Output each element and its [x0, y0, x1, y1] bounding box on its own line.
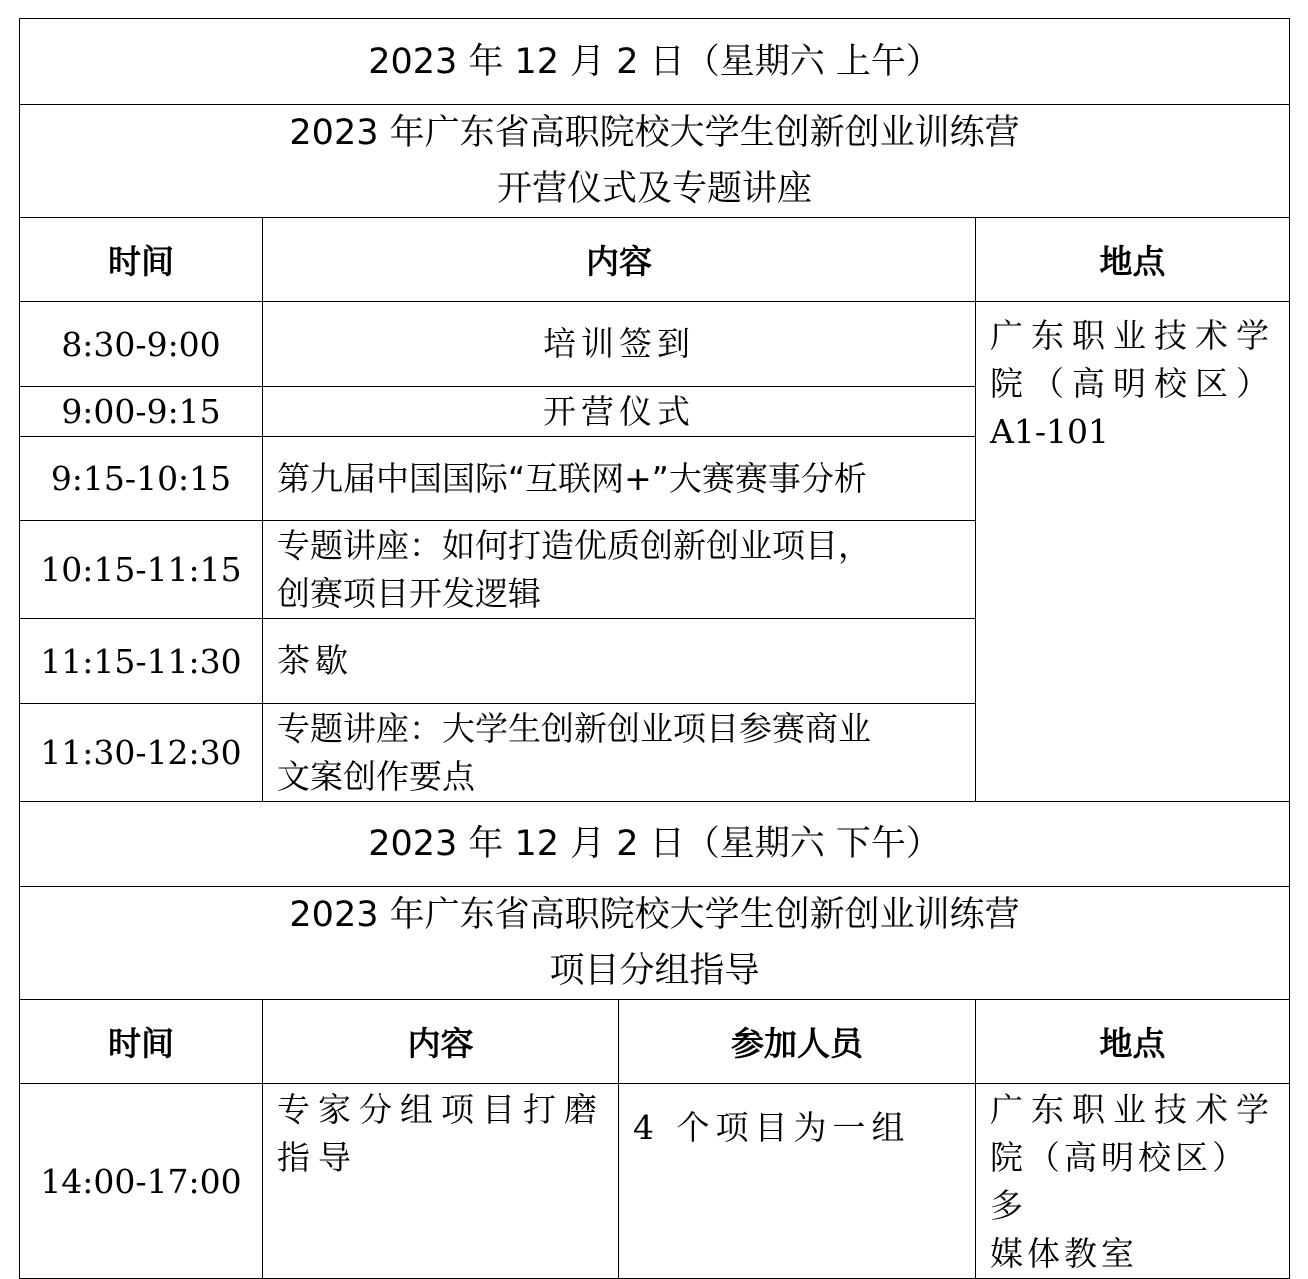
row-content — [263, 704, 976, 802]
morning-title — [20, 105, 1290, 218]
morning-title-row — [20, 105, 1290, 218]
morning-location-line3: A1-101 — [990, 412, 1109, 451]
row-time: 9:15-10:15 — [20, 437, 263, 521]
row-content — [263, 1084, 619, 1279]
morning-location-line1: 广东职业技术学 — [990, 316, 1277, 355]
table-row — [20, 302, 1290, 387]
table-row — [20, 1084, 1290, 1279]
row-content-line2: 文案创作要点 — [277, 756, 475, 796]
afternoon-title-row — [20, 887, 1290, 1000]
morning-location-line2: 院（高明校区） — [990, 364, 1277, 403]
row-time: 9:00-9:15 — [20, 387, 263, 437]
morning-date-heading: 2023 年 12 月 2 日（星期六 上午） — [20, 19, 1290, 105]
morning-header-content: 内容 — [263, 218, 976, 302]
afternoon-location-line3: 媒体教室 — [990, 1234, 1138, 1273]
morning-title-line2: 开营仪式及专题讲座 — [497, 169, 813, 209]
afternoon-title-line2: 项目分组指导 — [549, 951, 760, 991]
afternoon-title — [20, 887, 1290, 1000]
morning-header-row — [20, 218, 1290, 302]
row-content: 第九届中国国际“互联网+”大赛赛事分析 — [263, 437, 976, 521]
afternoon-date-heading: 2023 年 12 月 2 日（星期六 下午） — [20, 802, 1290, 887]
row-content-line2: 指导 — [277, 1138, 359, 1177]
row-participants: 4 个项目为一组 — [619, 1084, 976, 1279]
afternoon-header-content: 内容 — [263, 1000, 619, 1084]
afternoon-header-participants: 参加人员 — [619, 1000, 976, 1084]
row-time: 11:30-12:30 — [20, 704, 263, 802]
morning-title-line1: 2023 年广东省高职院校大学生创新创业训练营 — [289, 113, 1020, 153]
row-time: 14:00-17:00 — [20, 1084, 263, 1279]
row-time: 11:15-11:30 — [20, 619, 263, 704]
morning-header-time: 时间 — [20, 218, 263, 302]
row-content-line1: 专家分组项目打磨 — [277, 1090, 605, 1129]
row-time: 8:30-9:00 — [20, 302, 263, 387]
morning-header-location: 地点 — [976, 218, 1290, 302]
row-content — [263, 521, 976, 619]
schedule-table — [19, 18, 1290, 1279]
afternoon-location-line2: 院（高明校区）多 — [990, 1138, 1249, 1225]
row-content: 培训签到 — [263, 302, 976, 387]
row-content-line1: 专题讲座：如何打造优质创新创业项目， — [277, 525, 871, 565]
afternoon-title-line1: 2023 年广东省高职院校大学生创新创业训练营 — [289, 895, 1020, 935]
row-content: 茶歇 — [263, 619, 976, 704]
afternoon-header-time: 时间 — [20, 1000, 263, 1084]
row-content-line2: 创赛项目开发逻辑 — [277, 573, 541, 613]
row-time: 10:15-11:15 — [20, 521, 263, 619]
afternoon-location-line1: 广东职业技术学 — [990, 1090, 1277, 1129]
row-content: 开营仪式 — [263, 387, 976, 437]
afternoon-header-row — [20, 1000, 1290, 1084]
afternoon-date-row — [20, 802, 1290, 887]
afternoon-header-location: 地点 — [976, 1000, 1290, 1084]
morning-location — [976, 302, 1290, 802]
morning-date-row — [20, 19, 1290, 105]
row-content-line1: 专题讲座：大学生创新创业项目参赛商业 — [277, 708, 871, 748]
afternoon-location — [976, 1084, 1290, 1279]
